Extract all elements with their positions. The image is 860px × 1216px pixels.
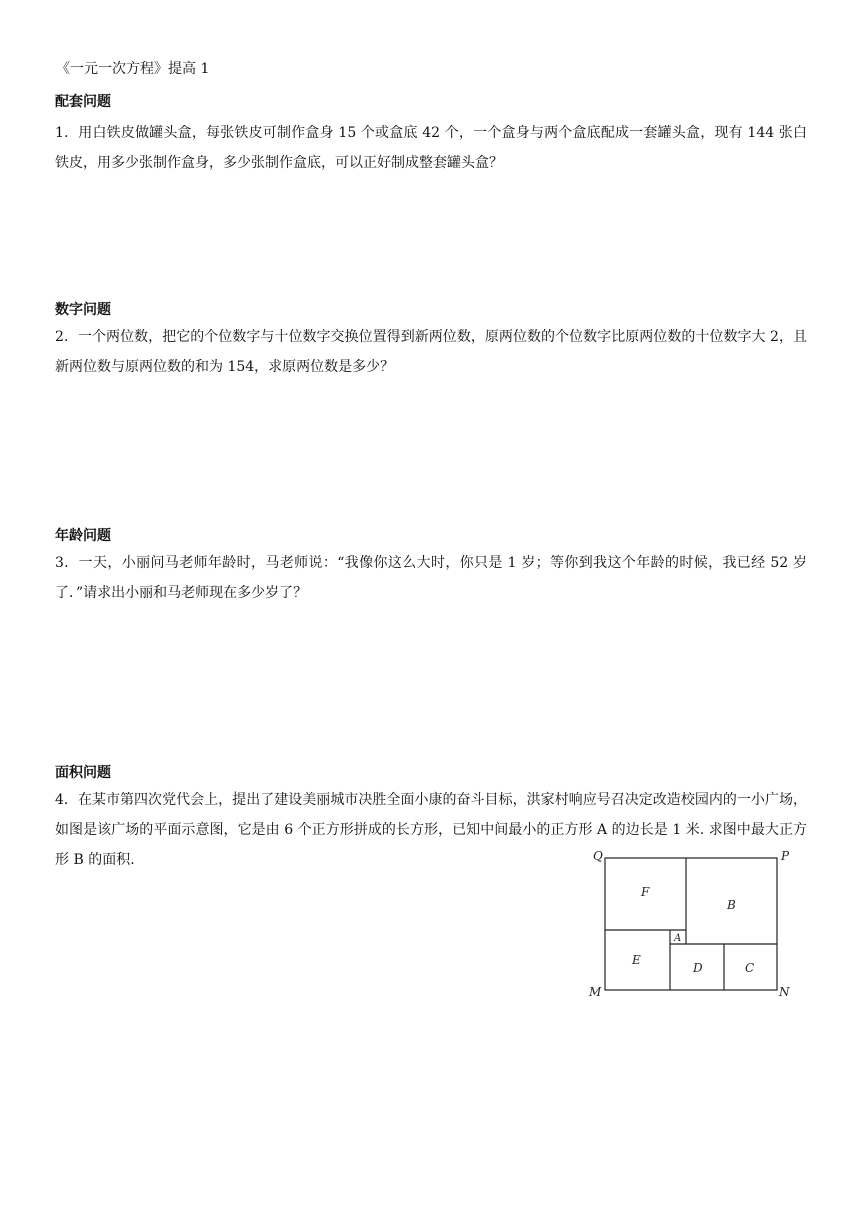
problem-2-text: 2．一个两位数，把它的个位数字与十位数字交换位置得到新两位数，原两位数的个位数字比原两位数的十位数字大 2，且新两位数与原两位数的和为 154，求原两位数是多少？ [55,329,807,375]
square-tiling-figure [585,846,800,1004]
problem-3-text: 3．一天，小丽问马老师年龄时，马老师说：“我像你这么大时，你只是 1 岁；等你到我这个年龄的时候，我已经 52 岁了．”请求出小丽和马老师现在多少岁了？ [55,555,807,601]
section-heading-digits: 数字问题 [55,302,111,318]
square-label-E: E [632,953,641,967]
document-title: 《一元一次方程》提高 1 [56,61,210,77]
square-label-F: F [641,885,650,899]
section-heading-matching: 配套问题 [55,94,111,110]
corner-label-M: M [589,985,602,999]
section-heading-age: 年龄问题 [55,528,111,544]
square-label-A: A [674,933,682,944]
corner-label-P: P [781,849,790,863]
square-label-B: B [727,898,736,912]
square-label-C: C [745,961,755,975]
problem-1-text: 1．用白铁皮做罐头盒，每张铁皮可制作盒身 15 个或盒底 42 个，一个盒身与两个盒底配成一套罐头盒，现有 144 张白铁皮，用多少张制作盒身，多少张制作盒底，可以正好制成整套罐头盒？ [55,125,807,171]
square-label-D: D [693,961,703,975]
corner-label-Q: Q [593,849,603,863]
section-heading-area: 面积问题 [55,765,111,781]
corner-label-N: N [779,985,790,999]
problem-4-text: 4．在某市第四次党代会上，提出了建设美丽城市决胜全面小康的奋斗目标，洪家村响应号召决定改造校园内的一小广场，如图是该广场的平面示意图，它是由 6 个正方形拼成的长方形，已知中间最小的正方形 A 的边长是 1 米. 求图中最大正方形 B 的面积. [55,792,807,868]
